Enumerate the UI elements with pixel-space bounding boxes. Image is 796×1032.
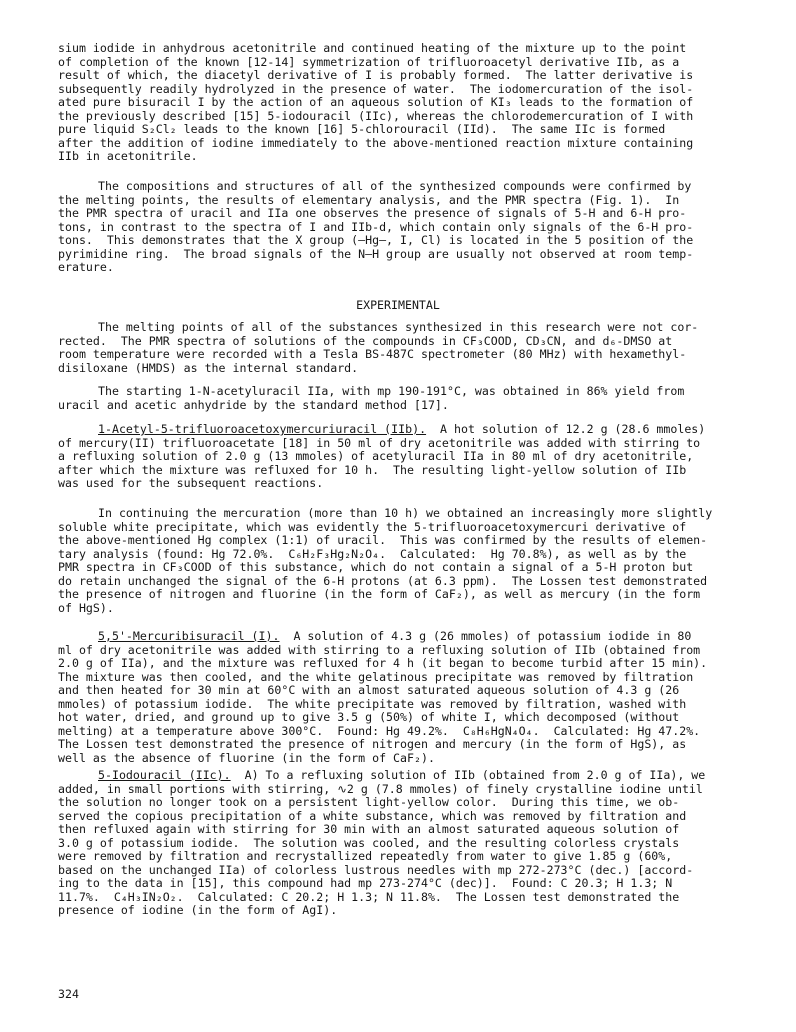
- text-line: The mixture was then cooled, and the white gelatinous precipitate was removed by filtration: [58, 669, 694, 684]
- text-run: A hot solution of 12.2 g (28.6 mmoles): [426, 422, 706, 436]
- text-line: a refluxing solution of 2.0 g (13 mmoles) of acetyluracil IIa in 80 ml of dry acetonitrile,: [58, 449, 694, 463]
- text-line: added, in small portions with stirring, ∿2 g (7.8 mmoles) of finely crystalline iodine until: [58, 781, 703, 796]
- text-line: [58, 630, 736, 644]
- compound-title: 5,5'-Mercuribisuracil (I).: [98, 629, 280, 643]
- text-line: 11.7%. C₄H₃IN₂O₂. Calculated: C 20.2; H 1.3; N 11.8%. The Lossen test demonstrated the: [58, 889, 680, 904]
- text-line: ing to the data in [15], this compound had mp 273-274°C (dec)]. Found: C 20.3; H 1.3; N: [58, 876, 673, 890]
- page-number: 324: [58, 987, 79, 1001]
- text-line: [58, 769, 736, 783]
- text-line: sium iodide in anhydrous acetonitrile and continued heating of the mixture up to the point: [58, 41, 687, 55]
- text-line: pure liquid S₂Cl₂ leads to the known [16] 5-chlorouracil (IId). The same IIc is formed: [58, 122, 666, 136]
- text-line: disiloxane (HMDS) as the internal standard.: [58, 360, 359, 375]
- text-line: the melting points, the results of elementary analysis, and the PMR spectra (Fig. 1). In: [58, 192, 680, 207]
- text-line: the solution no longer took on a persistent light-yellow color. During this time, we ob-: [58, 795, 680, 809]
- text-line: ated pure bisuracil I by the action of an aqueous solution of KI₃ leads to the formation of: [58, 95, 694, 109]
- text-line: tary analysis (found: Hg 72.0%. C₆H₂F₃Hg₂N₂O₄. Calculated: Hg 70.8%), as well as by the: [58, 546, 687, 561]
- text-line: IIb in acetonitrile.: [58, 149, 198, 163]
- text-line: after the addition of iodine immediately to the above-mentioned reaction mixture containing: [58, 135, 694, 150]
- text-line: and then heated for 30 min at 60°C with an almost saturated aqueous solution of 4.3 g (26: [58, 683, 680, 697]
- section-heading: EXPERIMENTAL: [356, 298, 440, 312]
- text-line: of completion of the known [12-14] symmetrization of trifluoroacetyl derivative IIb, as a: [58, 54, 680, 69]
- paragraph-methods: [58, 321, 736, 375]
- text-line: tons. This demonstrates that the X group (—Hg—, I, Cl) is located in the 5 position of the: [58, 233, 694, 247]
- text-line: of HgS).: [58, 600, 114, 615]
- text-line: The Lossen test demonstrated the presence of nitrogen and mercury (in the form of HgS), as: [58, 737, 687, 751]
- text-line: pyrimidine ring. The broad signals of the N—H group are usually not observed at room temp-: [58, 246, 694, 261]
- text-line: In continuing the mercuration (more than 10 h) we obtained an increasingly more slightly: [98, 506, 713, 520]
- text-line: room temperature were recorded with a Tesla BS-487C spectrometer (80 MHz) with hexamethyl-: [58, 347, 687, 361]
- text-line: rected. The PMR spectra of solutions of the compounds in CF₃COOD, CD₃CN, and d₆-DMSO at: [58, 333, 673, 348]
- text-line: subsequently readily hydrolyzed in the presence of water. The iodomercuration of the isol-: [58, 81, 694, 96]
- text-line: after which the mixture was refluxed for 10 h. The resulting light-yellow solution of IIb: [58, 462, 687, 477]
- text-line: were removed by filtration and recrystallized repeatedly from water to give 1.85 g (60%,: [58, 849, 673, 863]
- text-line: well as the absence of fluorine (in the form of CaF₂).: [58, 750, 435, 765]
- text-line: presence of iodine (in the form of AgI).: [58, 903, 338, 917]
- paragraph-compound-I: [58, 630, 736, 765]
- text-line: The starting 1-N-acetyluracil IIa, with mp 190-191°C, was obtained in 86% yield from: [98, 384, 685, 398]
- text-line: 2.0 g of IIa), and the mixture was refluxed for 4 h (it began to become turbid after 15 min).: [58, 656, 708, 670]
- text-line: uracil and acetic anhydride by the standard method [17].: [58, 397, 449, 412]
- compound-title: 1-Acetyl-5-trifluoroacetoxymercuriuracil (IIb).: [98, 422, 427, 436]
- text-line: the previously described [15] 5-iodouracil (IIc), whereas the chlorodemercuration of I with: [58, 108, 694, 123]
- text-line: PMR spectra in CF₃COOD of this substance, which do not contain a signal of a 5-H proton but: [58, 560, 694, 574]
- text-line: served the copious precipitation of a white substance, which was removed by filtration and: [58, 808, 687, 823]
- paragraph-structures: [58, 180, 736, 275]
- text-line: soluble white precipitate, which was evidently the 5-trifluoroacetoxymercuri derivative of: [58, 519, 687, 534]
- text-line: erature.: [58, 260, 114, 274]
- paragraph-starting-material: [58, 385, 736, 412]
- text-line: result of which, the diacetyl derivative of I is probably formed. The latter derivative is: [58, 68, 694, 82]
- text-line: was used for the subsequent reactions.: [58, 476, 324, 490]
- text-line: do retain unchanged the signal of the 6-H protons (at 6.3 ppm). The Lossen test demonstrated: [58, 573, 708, 588]
- text-line: then refluxed again with stirring for 30 min with an almost saturated aqueous solution of: [58, 822, 680, 836]
- text-line: The compositions and structures of all of the synthesized compounds were confirmed by: [98, 179, 692, 193]
- compound-title: 5-Iodouracil (IIc).: [98, 768, 231, 782]
- text-line: [58, 423, 736, 437]
- paragraph-continued-mercuration: [58, 507, 736, 615]
- text-line: 3.0 g of potassium iodide. The solution was cooled, and the resulting colorless crystals: [58, 835, 680, 850]
- text-line: the PMR spectra of uracil and IIa one observes the presence of signals of 5-H and 6-H pro-: [58, 206, 687, 220]
- text-line: the above-mentioned Hg complex (1:1) of uracil. This was confirmed by the results of elemen-: [58, 533, 708, 547]
- text-line: ml of dry acetonitrile was added with stirring to a refluxing solution of IIb (obtained from: [58, 642, 701, 657]
- text-line: the presence of nitrogen and fluorine (in the form of CaF₂), as well as mercury (in the form: [58, 587, 701, 601]
- text-line: melting) at a temperature above 300°C. Found: Hg 49.2%. C₈H₆HgN₄O₄. Calculated: Hg 47.2%.: [58, 723, 701, 738]
- paragraph-compound-IIc: [58, 769, 736, 918]
- paragraph-compound-IIb: [58, 423, 736, 491]
- text-line: mmoles) of potassium iodide. The white precipitate was removed by filtration, washed with: [58, 696, 687, 711]
- text-line: hot water, dried, and ground up to give 3.5 g (50%) of white I, which decomposed (without: [58, 710, 680, 724]
- text-line: tons, in contrast to the spectra of I and IIb-d, which contain only signals of the 6-H pro-: [58, 219, 694, 234]
- paragraph-synthesis-continued: [58, 42, 736, 164]
- text-line: The melting points of all of the substances synthesized in this research were not cor-: [98, 320, 699, 334]
- text-line: based on the unchanged IIa) of colorless lustrous needles with mp 272-273°C (dec.) [accord-: [58, 862, 694, 877]
- text-run: A solution of 4.3 g (26 mmoles) of potassium iodide in 80: [279, 629, 692, 643]
- text-run: A) To a refluxing solution of IIb (obtained from 2.0 g of IIa), we: [230, 768, 706, 782]
- text-line: of mercury(II) trifluoroacetate [18] in 50 ml of dry acetonitrile was added with stirring to: [58, 435, 701, 450]
